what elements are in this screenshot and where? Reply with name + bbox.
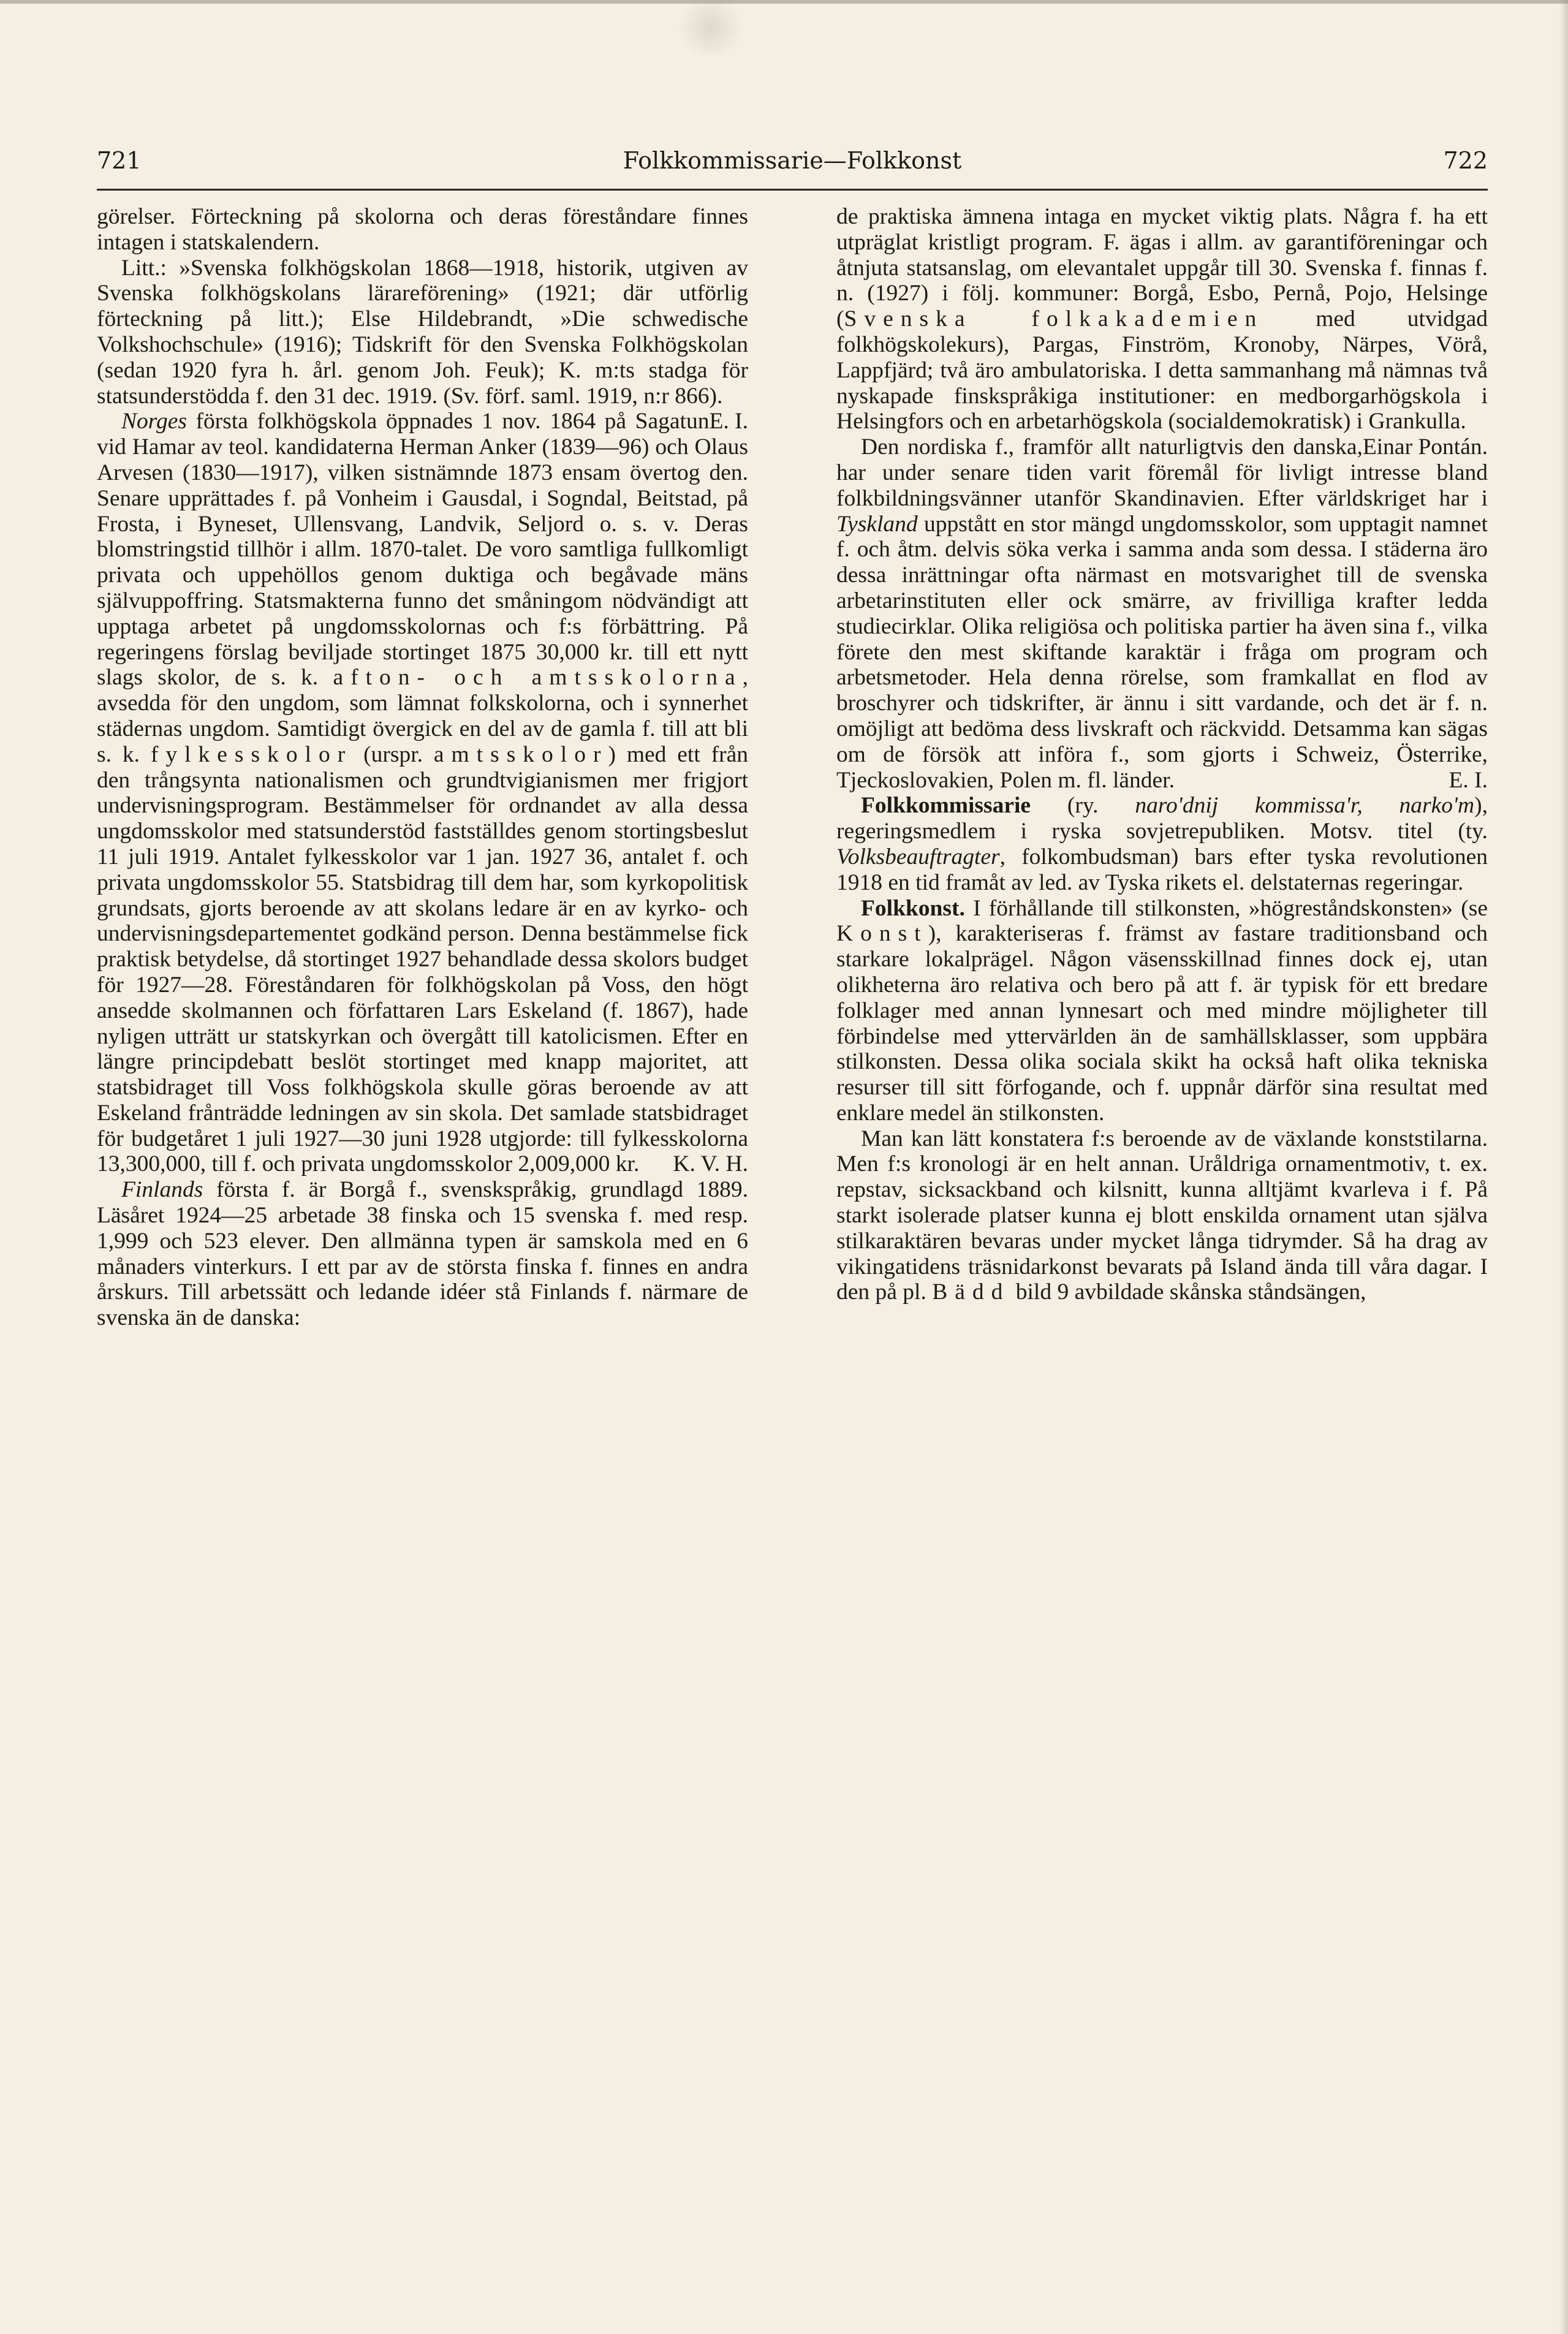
scan-top-edge — [0, 0, 1568, 4]
header-rule — [97, 189, 1488, 191]
column-left — [97, 204, 748, 1331]
norway-paragraph: Norges första folkhögskola öppnades 1 nov. 1864 på Sagatun vid Hamar av teol. kandidaterna Herman Anker (1839—96) och Olaus Arvesen (1830—1917), vilken sistnämnde 1873 ensam övertog den. Senare upprättades f. på Vonheim i Gausdal, i Sogndal, Beitstad, på Frosta, i Byneset, Ullensvang, Landvik, Seljord o. s. v. Deras blomstringstid tillhör i allm. 1870-talet. De voro samtliga fullkomligt privata och uppehöllos genom duktiga och begåvade mäns självuppoffring. Statsmakterna funno det småningom nödvändigt att upptaga arbetet på ungdomsskolornas och f:s förbättring. På regeringens förslag beviljade stortinget 1875 30,000 kr. till ett nytt slags skolor, de s. k. afton- och amtsskolorna, avsedda för den ungdom, som lämnat folkskolorna, och i synnerhet städernas ungdom. Samtidigt övergick en del av de gamla f. till att bli s. k. fylkesskolor (urspr. amtsskolor) med ett från den trångsynta nationalismen och grundtvigianismen mer frigjort undervisningsprogram. Bestämmelser för ordnandet av alla dessa ungdomsskolor med statsunderstöd fastställdes genom stortingsbeslut 11 juli 1919. Antalet fylkesskolor var 1 jan. 1927 36, antalet f. och privata ungdomsskolor 55. Statsbidrag till dem har, som kyrkopolitisk grundsats, gjorts beroende av att skolans ledare är en av kyrko- och undervisningsdepartementet godkänd person. Denna bestämmelse fick praktisk betydelse, då stortinget 1927 behandlade dessa skolors budget för 1927—28. Föreståndaren för folkhögskolan på Voss, den högt ansedde skolmannen och författaren Lars Eskeland (f. 1867), hade nyligen utträtt ur statskyrkan och övergått till katolicismen. Efter en längre principdebatt beslöt stortinget med knapp majoritet, att statsbidraget till Voss folkhögskola skulle göras beroende av att Eskeland frånträdde ledningen av sin skola. Det samlade statsbidraget för budgetåret 1 juli 1927—30 juni 1928 utgjorde: till fylkesskolorna 13,300,000, till f. och privata ungdomsskolor 2,009,000 kr. K. V. H. — [97, 409, 749, 1177]
signature: Einar Pontán. — [1362, 434, 1488, 460]
page-number-right: 722 — [1443, 147, 1488, 174]
running-title: Folkkommissarie—Folkkonst — [623, 147, 962, 174]
literature-paragraph: Litt.: »Svenska folkhögskolan 1868—1918, historik, utgiven av Svenska folkhögskolans lärareförening» (1921; där utförlig förteckning på litt.); Else Hildebrandt, »Die schwedische Volkshochschule» (1916); Tidskrift för den Svenska Folkhögskolan (sedan 1920 fyra h. årl. genom Joh. Feuk); K. m:ts stadga för statsunderstödda f. den 31 dec. 1919. (Sv. förf. saml. 1919, n:r 866). E. I. — [97, 255, 748, 434]
entry-folkkonst: Folkkonst. I förhållande till stilkonsten, »högreståndskonsten» (se Konst), karakteriseras f. främst av fastare traditionsband och starkare lokalprägel. Någon väsensskillnad finnes dock ej, utan olikheterna äro relativa och bero på att f. är typisk för ett bredare folklager med annan lynnesart och med mindre möjligheter till förbindelse med yttervärlden än de samhällsklasser, som uppbära stilkonsten. Dessa olika sociala skikt ha också haft olika tekniska resurser till sitt förfogande, och f. uppnår därför sina resultat med enklare medel än stilkonsten. — [836, 895, 1488, 1126]
nordic-paragraph: Den nordiska f., framför allt naturligtvis den danska, har under senare tiden varit föremål för livligt intresse bland folkbildningsvänner utanför Skandinavien. Efter världskriget har i Tyskland uppstått en stor mängd ungdomsskolor, som upptagit namnet f. och åtm. delvis söka verka i samma anda som dessa. I städerna äro dessa inrättningar ofta närmast en motsvarighet till de svenska arbetarinstituten eller ock smärre, av frivilliga krafter ledda studiecirklar. Olika religiösa och politiska partier ha även sina f., vilka förete den mest skiftande karaktär i fråga om program och arbetsmetoder. Hela denna rörelse, som framkallat en flod av broschyrer och tidskrifter, är ännu i sitt vardande, och det är f. n. omöjligt att bedöma dess livskraft och räckvidd. Detsamma kan sägas om de försök att införa f., som gjorts i Schweiz, Österrike, Tjeckoslovakien, Polen m. fl. länder. E. I. — [836, 434, 1488, 793]
signature: K. V. H. — [673, 1151, 748, 1177]
entry-headword: Folkkommissarie — [861, 793, 1031, 819]
paragraph: Man kan lätt konstatera f:s beroende av de växlande konststilarna. Men f:s kronologi är en helt annan. Uråldriga ornamentmotiv, t. ex. repstav, sicksackband och kilsnitt, kunna alltjämt kvarleva i f. På starkt isolerade platser kunna ej blott enskilda ornament utan själva stilkaraktären bevaras under mycket långa tidrymder. Så ha drag av vikingatidens träsnidarkonst bevarats på Island ända till våra dagar. I den på pl. Bädd bild 9 avbildade skånska ståndsängen, — [836, 1126, 1488, 1305]
running-header — [97, 142, 1488, 179]
scan-right-edge — [1559, 0, 1568, 2334]
paragraph: görelser. Förteckning på skolorna och deras föreståndare finnes intagen i statskalendern. — [97, 204, 748, 255]
entry-headword: Folkkonst. — [861, 895, 965, 921]
paragraph: de praktiska ämnena intaga en mycket viktig plats. Några f. ha ett utpräglat kristligt program. F. ägas i allm. av garantiföreningar och åtnjuta statsanslag, om elevantalet uppgår till 30. Svenska f. finnas f. n. (1927) i följ. kommuner: Borgå, Esbo, Pernå, Pojo, Helsinge (Svenska folkakademien med utvidgad folkhögskolekurs), Pargas, Finström, Kronoby, Närpes, Vörå, Lappfjärd; två äro ambulatoriska. I detta sammanhang må nämnas två nyskapade finskspråkiga institutioner: en medborgarhögskola i Helsingfors och en arbetarhögskola (socialdemokratisk) i Grankulla. Einar Pontán. — [836, 204, 1488, 460]
finland-paragraph: Finlands första f. är Borgå f., svenskspråkig, grundlagd 1889. Läsåret 1924—25 arbetade 38 finska och 15 svenska f. med resp. 1,999 och 523 elever. Den allmänna typen är samskola med en 6 månaders vinterkurs. I ett par av de största finska f. finnes en andra årskurs. Till arbetssätt och ledande idéer stå Finlands f. närmare de svenska än de danska: — [97, 1177, 748, 1331]
signature: E. I. — [1449, 767, 1488, 793]
signature: E. I. — [709, 409, 748, 434]
encyclopedia-page — [97, 142, 1488, 1331]
entry-folkkommissarie: Folkkommissarie (ry. naro'dnij kommissa'r, narko'm), regeringsmedlem i ryska sovjetrepubliken. Motsv. titel (ty. Volksbeauftragter, folkombudsman) bars efter tyska revolutionen 1918 en tid framåt av led. av Tyska rikets el. delstaternas regeringar. — [836, 793, 1488, 895]
column-right — [836, 204, 1488, 1305]
page-number-left: 721 — [97, 147, 142, 174]
scan-smudge — [674, 0, 748, 55]
